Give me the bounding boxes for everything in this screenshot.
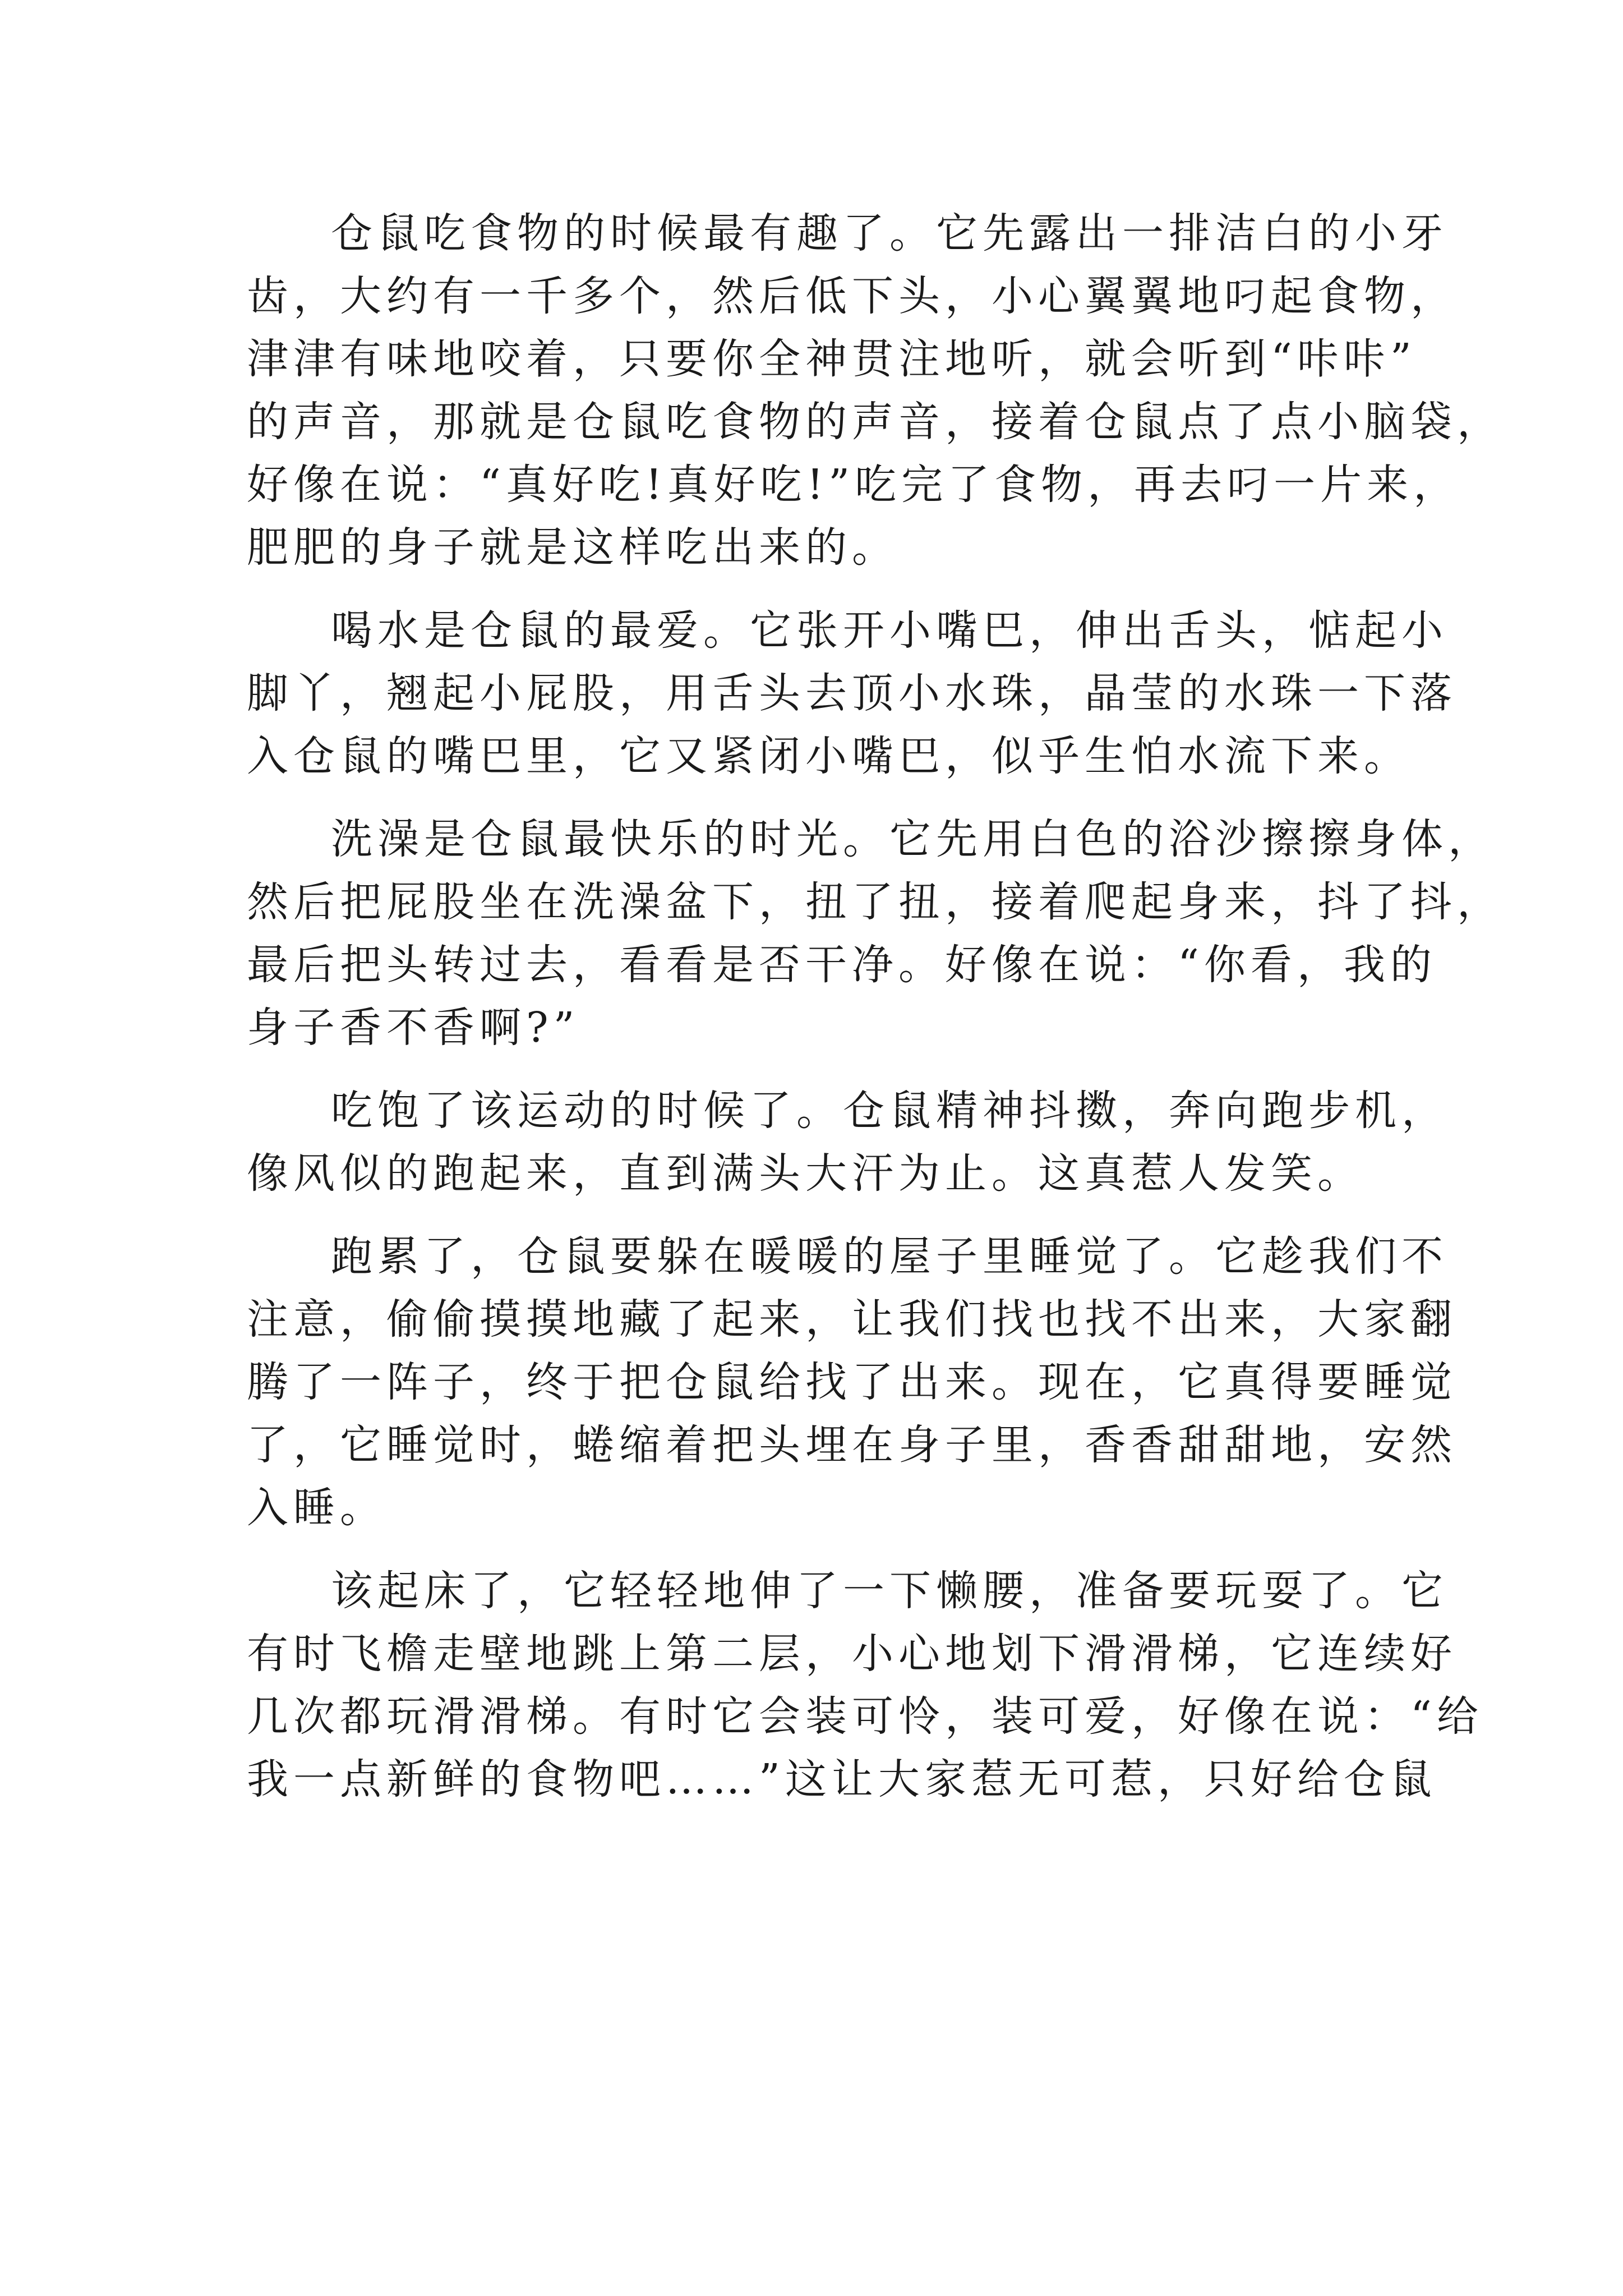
text-line: 肥肥的身子就是这样吃出来的。 xyxy=(247,523,898,572)
paragraph-bathing xyxy=(247,808,1504,1059)
text-line: 有时飞檐走壁地跳上第二层，小心地划下滑滑梯，它连续好 xyxy=(247,1630,1457,1678)
text-line: 喝水是仓鼠的最爱。它张开小嘴巴，伸出舌头，惦起小 xyxy=(331,606,1448,655)
text-line: 最后把头转过去，看看是否干净。好像在说：“你看，我的 xyxy=(247,941,1437,989)
text-line: 脚丫，翘起小屁股，用舌头去顶小水珠，晶莹的水珠一下落 xyxy=(247,669,1457,717)
text-line: 仓鼠吃食物的时候最有趣了。它先露出一排洁白的小牙 xyxy=(331,209,1448,257)
text-line: 像风似的跑起来，直到满头大汗为止。这真惹人发笑。 xyxy=(247,1149,1364,1198)
paragraph-exercise xyxy=(247,1079,1448,1205)
text-line: 该起床了，它轻轻地伸了一下懒腰，准备要玩耍了。它 xyxy=(331,1567,1448,1615)
text-line: 入仓鼠的嘴巴里，它又紧闭小嘴巴，似乎生怕水流下来。 xyxy=(247,732,1410,780)
text-line: 注意，偷偷摸摸地藏了起来，让我们找也找不出来，大家翻 xyxy=(247,1295,1457,1343)
paragraph-eating xyxy=(247,202,1504,579)
paragraph-drinking xyxy=(247,599,1457,788)
text-line: 我一点新鲜的食物吧……”这让大家惹无可惹，只好给仓鼠 xyxy=(247,1755,1437,1803)
text-line: 跑累了，仓鼠要躲在暖暖的屋子里睡觉了。它趁我们不 xyxy=(331,1232,1448,1281)
paragraph-sleeping xyxy=(247,1225,1457,1539)
text-line: 身子香不香啊?” xyxy=(247,1004,580,1052)
text-line: 腾了一阵子，终于把仓鼠给找了出来。现在，它真得要睡觉 xyxy=(247,1358,1457,1406)
paragraph-playing xyxy=(247,1559,1483,1811)
text-line: 几次都玩滑滑梯。有时它会装可怜，装可爱，好像在说：“给 xyxy=(247,1692,1483,1741)
text-line: 的声音，那就是仓鼠吃食物的声音，接着仓鼠点了点小脑袋， xyxy=(247,398,1504,446)
text-line: 好像在说：“真好吃!真好吃!”吃完了食物，再去叼一片来， xyxy=(247,461,1460,509)
text-line: 了，它睡觉时，蜷缩着把头埋在身子里，香香甜甜地，安然 xyxy=(247,1421,1457,1469)
text-line: 入睡。 xyxy=(247,1484,386,1532)
text-line: 吃饱了该运动的时候了。仓鼠精神抖擞，奔向跑步机， xyxy=(331,1087,1448,1135)
text-line: 齿，大约有一千多个，然后低下头，小心翼翼地叼起食物， xyxy=(247,272,1457,320)
text-line: 洗澡是仓鼠最快乐的时光。它先用白色的浴沙擦擦身体， xyxy=(331,815,1495,863)
text-line: 津津有味地咬着，只要你全神贯注地听，就会听到“咔咔” xyxy=(247,335,1417,383)
document-page xyxy=(247,202,1504,1811)
text-line: 然后把屁股坐在洗澡盆下，扭了扭，接着爬起身来，抖了抖， xyxy=(247,878,1504,926)
